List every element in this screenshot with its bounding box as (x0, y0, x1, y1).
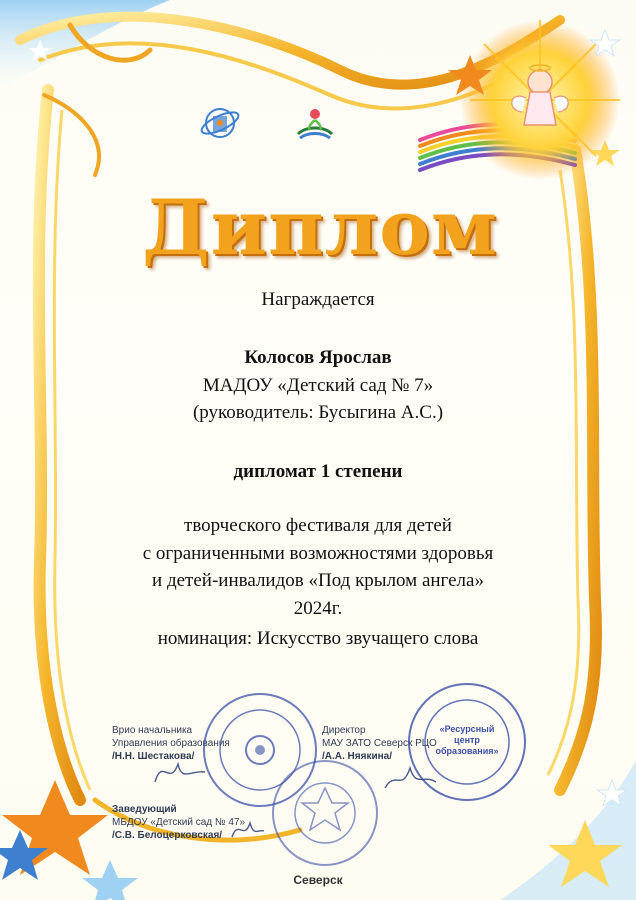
signature-role: Директор (322, 725, 366, 736)
signature-name: /А.А. Няякина/ (322, 751, 392, 762)
stamp-kindergarten (270, 758, 380, 868)
recipient-name: Колосов Ярослав (244, 347, 392, 368)
event-year: 2024г. (293, 598, 343, 619)
signature-role: МБДОУ «Детский сад № 47» (112, 817, 246, 828)
recipient-organization: МАДОУ «Детский сад № 7» (202, 375, 434, 396)
signature-role: Управления образования (112, 738, 230, 749)
education-emblem-icon (195, 100, 245, 146)
diploma-title (110, 180, 530, 280)
diploma-title-text: Диплом (142, 183, 498, 272)
svg-text:центр: центр (454, 735, 480, 745)
recipient-supervisor: (руководитель: Бусыгина А.С.) (192, 402, 444, 423)
stamp-resource-center (405, 680, 530, 805)
signature-role: Врио начальника (112, 725, 193, 736)
svg-text:«Ресурсный: «Ресурсный (439, 724, 495, 734)
event-nomination: номинация: Искусство звучащего слова (157, 628, 479, 649)
signature-name: /С.В. Белоцерковская/ (112, 830, 223, 841)
signature-role: Заведующий (112, 804, 177, 815)
event-line-3: и детей-инвалидов «Под крылом ангела» (152, 570, 484, 591)
svg-text:образования»: образования» (435, 746, 499, 756)
city-name: Северск (293, 873, 343, 887)
signature-name: /Н.Н. Шестакова/ (112, 751, 195, 762)
award-degree: дипломат 1 степени (233, 461, 403, 482)
event-line-2: с ограниченными возможностями здоровья (142, 543, 494, 564)
left-frame (39, 90, 80, 800)
resource-center-logo-icon (290, 100, 340, 146)
handwritten-signature (228, 815, 268, 845)
event-line-1: творческого фестиваля для детей (184, 515, 452, 536)
awarded-label: Награждается (261, 289, 375, 310)
signature-role: МАУ ЗАТО Северск РЦО (322, 738, 437, 749)
logos-row (195, 100, 375, 150)
